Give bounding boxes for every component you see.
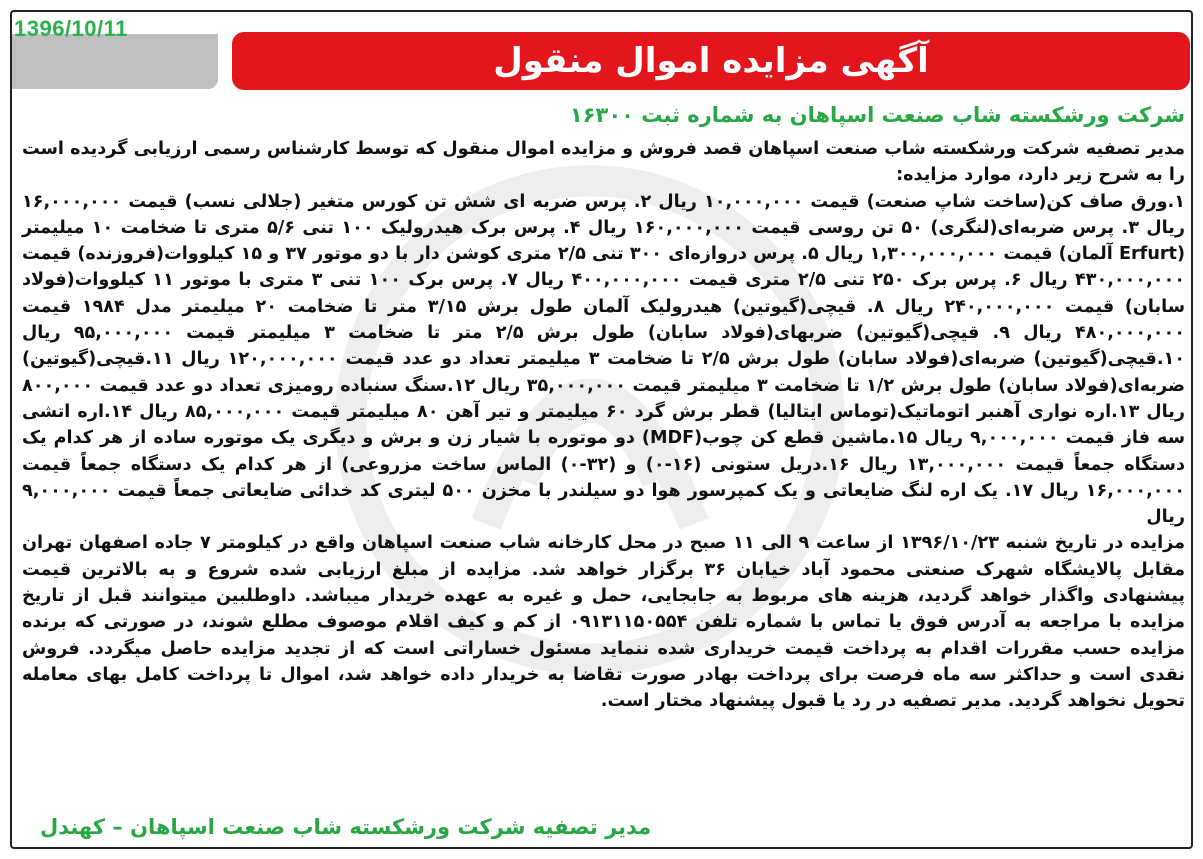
header-grey-tab <box>12 34 218 89</box>
terms-paragraph: مزایده در تاریخ شنبه ۱۳۹۶/۱۰/۲۳ از ساعت ۹ الی ۱۱ صبح در محل کارخانه شاب صنعت اسپاهان واقع در کیلومتر ۷ جاده اصفهان تهران مقابل پالایشگاه شهرک صنعتی محمود آباد خیابان ۳۶ برگزار خواهد شد. مزایده از مبلغ ارزیابی شده شروع و به بالاترین قیمت پیشنهادی واگذار خواهد گردید، هزینه های مربوط به جابجایی، حمل و غیره به عهده خریدار میباشد. داوطلبین میتوانند قبل از تاریخ مزایده با مراجعه به آدرس فوق یا تماس با شماره تلفن ۰۹۱۳۱۱۵۰۵۵۴ از کم و کیف اقلام موصوف مطلع شوند، در صورتی که برنده مزایده حسب مقررات اقدام به پرداخت قیمت خریداری شده ننماید مسئول خساراتی است که از تجدید مزایده حاصل میگردد. فروش نقدی است و حداکثر سه ماه فرصت برای پرداخت بهادر صورت تقاضا به خریدار داده خواهد شد، اموال تا پرداخت کامل بهای معامله تحویل نخواهد گردید. مدیر تصفیه در رد یا قبول پیشنهاد مختار است. <box>22 533 1185 712</box>
items-paragraph: ۱.ورق صاف کن(ساخت شاپ صنعت) قیمت ۱۰,۰۰۰,۰۰۰ ریال ۲. پرس ضربه ای شش تن کورس متغیر (جلالی نسب) قیمت ۱۶,۰۰۰,۰۰۰ ریال ۳. پرس ضربه‌ای(لنگری) ۵۰ تن روسی قیمت ۱۶۰,۰۰۰,۰۰۰ ریال ۴. پرس برک هیدرولیک ۱۰۰ تنی ۵/۶ متری تا ضخامت ۱۰ میلیمتر (Erfurt آلمان) قیمت ۱,۳۰۰,۰۰۰,۰۰۰ ریال ۵. پرس دروازه‌ای ۳۰۰ تنی ۲/۵ متری کوشن دار با دو موتور ۳۷ و ۱۵ کیلووات(فروزنده) قیمت ۴۳۰,۰۰۰,۰۰۰ ریال ۶. پرس برک ۲۵۰ تنی ۲/۵ متری قیمت ۴۰۰,۰۰۰,۰۰۰ ریال ۷. پرس برک ۱۰۰ تنی ۳ متری با موتور ۱۱ کیلووات(فولاد سابان) قیمت ۲۴۰,۰۰۰,۰۰۰ ریال ۸. قیچی(گیوتین) هیدرولیک آلمان طول برش ۳/۱۵ متر تا ضخامت ۲۰ میلیمتر مدل ۱۹۸۴ قیمت ۴۸۰,۰۰۰,۰۰۰ ریال ۹. قیچی(گیوتین) ضربهای(فولاد سابان) طول برش ۲/۵ متر تا ضخامت ۳ میلیمتر قیمت ۹۵,۰۰۰,۰۰۰ ریال ۱۰.قیچی(گیوتین) ضربه‌ای(فولاد سابان) طول برش ۲/۵ تا ضخامت ۳ میلیمتر تعداد دو عدد قیمت ۱۲۰,۰۰۰,۰۰۰ ریال ۱۱.قیچی(گیوتین) ضربه‌ای(فولاد سابان) طول برش ۱/۲ تا ضخامت ۳ میلیمتر قیمت ۳۵,۰۰۰,۰۰۰ ریال ۱۲.سنگ سنباده رومیزی تعداد دو عدد قیمت ۸۰۰,۰۰۰ ریال ۱۳.اره نواری آهنبر اتوماتیک(توماس ایتالیا) قطر برش گرد ۶۰ میلیمتر و تیر آهن ۸۰ میلیمتر قیمت ۸۵,۰۰۰,۰۰۰ ریال ۱۴.اره اتشی سه فاز قیمت ۹,۰۰۰,۰۰۰ ریال ۱۵.ماشین قطع کن چوب(MDF) دو موتوره با شیار زن و برش و دیگری یک موتوره ساده از هر کدام یک دستگاه جمعاً قیمت ۱۳,۰۰۰,۰۰۰ ریال ۱۶.دریل ستونی (۱۶-۰) و (۳۲-۰) الماس ساخت مزروعی) از هر کدام یک دستگاه جمعاً قیمت ۱۶,۰۰۰,۰۰۰ ریال ۱۷. یک اره لنگ ضایعاتی و یک کمپرسور هوا دو سیلندر با مخزن ۵۰۰ لیتری کد خدائی ضایعاتی جمعاً قیمت ۹,۰۰۰,۰۰۰ ریال <box>22 191 1186 528</box>
intro-paragraph: مدیر تصفیه شرکت ورشکسته شاب صنعت اسپاهان قصد فروش و مزایده اموال منقول که توسط کارشناس رسمی ارزیابی گردیده است را به شرح زیر دارد، موارد مزایده: <box>22 139 1185 186</box>
publication-date: 1396/10/11 <box>14 16 128 41</box>
notice-body <box>22 98 1185 715</box>
company-heading: شرکت ورشکسته شاب صنعت اسپاهان به شماره ثبت ۱۶۳۰۰ <box>569 103 1185 127</box>
page-title: آگهی مزایده اموال منقول <box>493 41 929 81</box>
title-banner <box>232 32 1190 90</box>
signature: مدیر تصفیه شرکت ورشکسته شاب صنعت اسپاهان – کهندل <box>40 815 652 839</box>
